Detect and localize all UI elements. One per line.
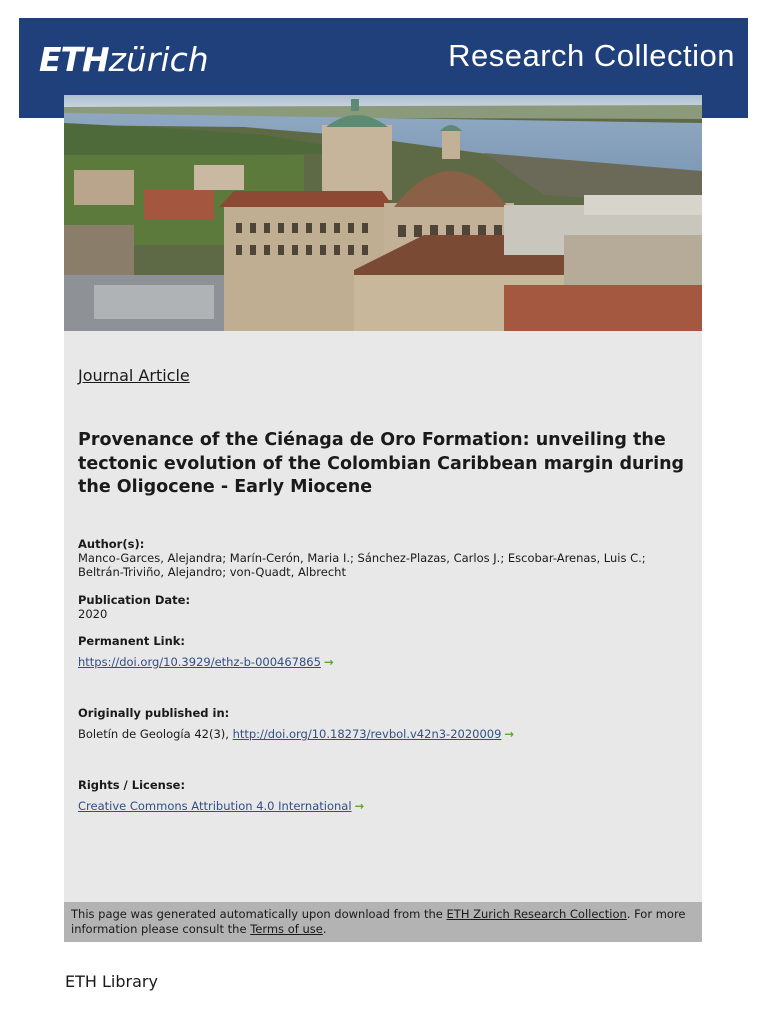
eth-library-label: ETH Library xyxy=(65,972,158,991)
journal-doi-link[interactable]: http://doi.org/10.18273/revbol.v42n3-2020009 xyxy=(232,727,502,741)
authors-value: Manco-Garces, Alejandra; Marín-Cerón, Maria I.; Sánchez-Plazas, Carlos J.; Escobar-Arenas, Luis C.; Beltrán-Triviño, Alejandro; von-Quadt, Albrecht xyxy=(78,551,646,579)
permanent-link-row xyxy=(78,655,688,669)
footer-text-part: This page was generated automatically upon download from the xyxy=(71,907,447,921)
article-title: Provenance of the Ciénaga de Oro Formation: unveiling the tectonic evolution of the Colombian Caribbean margin during the Oligocene - Early Miocene xyxy=(78,430,685,497)
zurich-city-photo xyxy=(64,95,702,331)
publication-date-label: Publication Date: xyxy=(78,593,191,607)
rights-label: Rights / License: xyxy=(78,778,186,792)
arrow-right-icon: → xyxy=(504,727,515,741)
permanent-link[interactable]: https://doi.org/10.3929/ethz-b-000467865 xyxy=(78,655,321,669)
eth-zurich-logo[interactable] xyxy=(39,40,209,80)
footer-text-part: . For more information please consult the xyxy=(71,907,686,936)
arrow-right-icon: → xyxy=(354,799,365,813)
document-type: Journal Article xyxy=(78,366,190,385)
originally-published-label: Originally published in: xyxy=(78,706,230,720)
arrow-right-icon: → xyxy=(323,655,334,669)
publication-date-value: 2020 xyxy=(78,607,108,621)
terms-of-use-link[interactable]: Terms of use xyxy=(250,921,323,936)
research-collection-title: Research Collection xyxy=(448,38,735,73)
rights-row xyxy=(78,799,688,813)
authors-label: Author(s): xyxy=(78,537,145,551)
logo-zurich-text: zürich xyxy=(108,40,209,79)
research-collection-link[interactable]: ETH Zurich Research Collection xyxy=(446,907,627,921)
footer-text-part: . xyxy=(322,921,327,936)
footer-text xyxy=(71,907,696,936)
logo-eth-text: ETH xyxy=(39,40,109,79)
journal-citation: Boletín de Geología 42(3), xyxy=(78,727,233,741)
record-panel xyxy=(64,331,702,902)
license-link[interactable]: Creative Commons Attribution 4.0 International xyxy=(78,799,352,813)
permanent-link-label: Permanent Link: xyxy=(78,634,186,648)
originally-published-row xyxy=(78,727,688,741)
footer-notice xyxy=(64,902,702,942)
